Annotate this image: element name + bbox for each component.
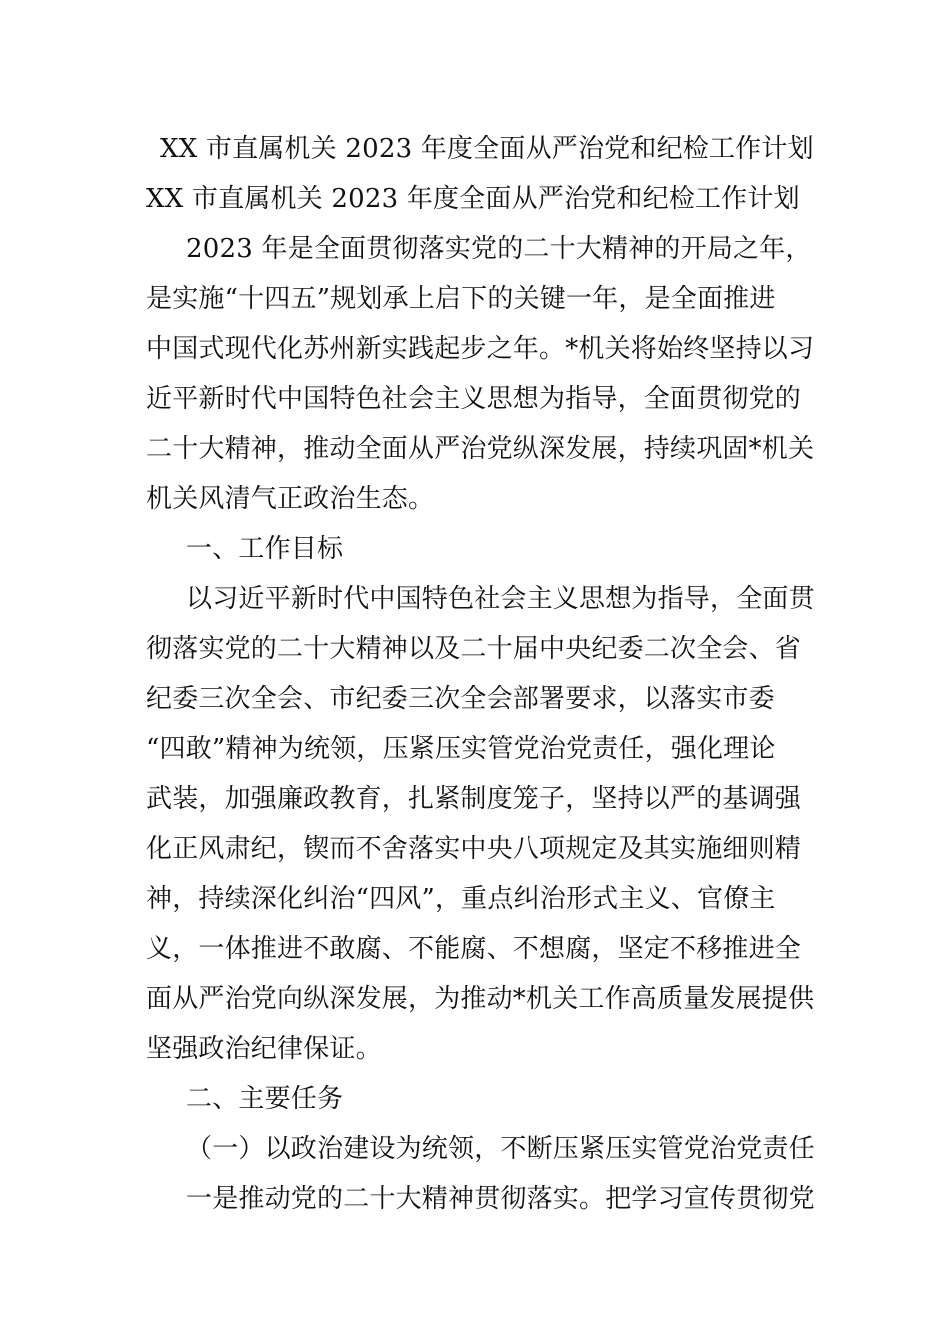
intro-line: 中国式现代化苏州新实践起步之年。*机关将始终坚持以习 [146,334,815,364]
goals-line: “四敢”精神为统领，压紧压实管党治党责任，强化理论 [146,734,776,764]
section-heading-goals: 一、工作目标 [186,534,344,564]
intro-line: 机关风清气正政治生态。 [146,484,435,514]
document-title: XX 市直属机关 2023 年度全面从严治党和纪检工作计划 [160,134,814,164]
intro-line: 2023 年是全面贯彻落实党的二十大精神的开局之年， [186,234,812,264]
goals-line: 化正风肃纪，锲而不舍落实中央八项规定及其实施细则精 [146,834,802,864]
intro-line: 是实施“十四五”规划承上启下的关键一年，是全面推进 [146,284,776,314]
goals-line: 面从严治党向纵深发展，为推动*机关工作高质量发展提供 [146,984,815,1014]
intro-line: 二十大精神，推动全面从严治党纵深发展，持续巩固*机关 [146,434,815,464]
goals-line: 纪委三次全会、市纪委三次全会部署要求，以落实市委 [146,684,775,714]
goals-line: 坚强政治纪律保证。 [146,1034,382,1064]
goals-line: 义，一体推进不敢腐、不能腐、不想腐，坚定不移推进全 [146,934,802,964]
goals-line: 彻落实党的二十大精神以及二十届中央纪委二次全会、省 [146,634,802,664]
goals-line: 武装，加强廉政教育，扎紧制度笼子，坚持以严的基调强 [146,784,802,814]
goals-line: 以习近平新时代中国特色社会主义思想为指导，全面贯 [186,584,815,614]
subsection-heading: （一）以政治建设为统领，不断压紧压实管党治党责任 [186,1134,815,1164]
goals-line: 神，持续深化纠治“四风”，重点纠治形式主义、官僚主 [146,884,776,914]
document-title-repeat: XX 市直属机关 2023 年度全面从严治党和纪检工作计划 [146,184,800,214]
task-line: 一是推动党的二十大精神贯彻落实。把学习宣传贯彻党 [186,1184,815,1214]
section-heading-tasks: 二、主要任务 [186,1084,344,1114]
intro-line: 近平新时代中国特色社会主义思想为指导，全面贯彻党的 [146,384,802,414]
